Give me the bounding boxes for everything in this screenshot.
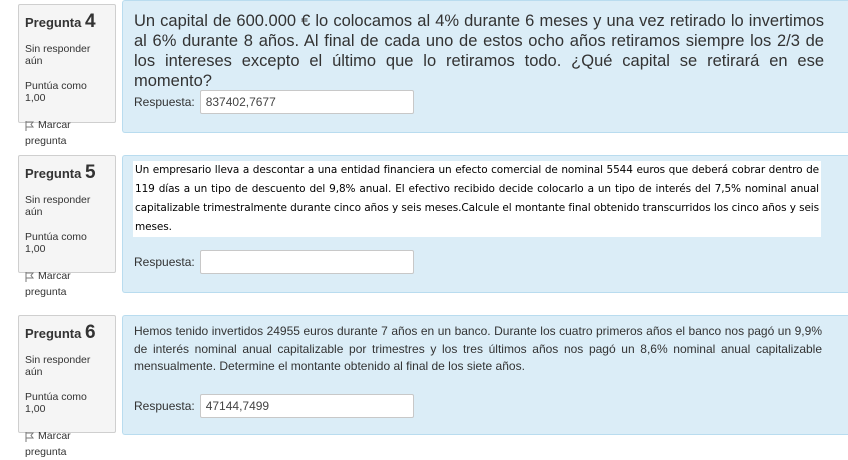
- flag-icon[interactable]: [25, 271, 35, 281]
- answer-label: Respuesta:: [134, 95, 195, 109]
- question-info: [18, 315, 116, 458]
- question-state: Sin responder aún: [25, 43, 91, 67]
- answer-label: Respuesta:: [134, 399, 195, 413]
- question-grade: Puntúa como 1,00: [25, 80, 87, 104]
- answer-input[interactable]: [200, 394, 414, 418]
- flag-question-toggle[interactable]: [25, 268, 109, 300]
- flag-icon[interactable]: [25, 120, 35, 130]
- question-number-value: 5: [84, 162, 96, 183]
- flag-label[interactable]: Marcar: [38, 270, 71, 282]
- answer-input[interactable]: [200, 90, 414, 114]
- answer-row: [134, 90, 414, 114]
- question-number: [25, 162, 109, 184]
- flag-label-2[interactable]: pregunta: [25, 135, 67, 147]
- flag-label[interactable]: Marcar: [38, 119, 71, 131]
- question-text: Un empresario lleva a descontar a una entidad financiera un efecto comercial de nominal 5544 euros que deberá cobrar dentro de 119 días a un tipo de descuento del 9,8% anual. El efectivo recibido decide colocarlo a un tipo de interés del 7,5% nominal anual capitalizable trimestralmente durante cinco años y seis meses.Calcule el montante final obtenido transcurridos los cinco años y seis meses.: [133, 161, 821, 237]
- answer-input[interactable]: [200, 250, 414, 274]
- flag-label[interactable]: Marcar: [38, 430, 71, 442]
- answer-row: [134, 394, 414, 418]
- question-grade: Puntúa como 1,00: [25, 231, 87, 255]
- question-state: Sin responder aún: [25, 354, 91, 378]
- answer-row: [134, 250, 414, 274]
- flag-question-toggle[interactable]: [25, 428, 109, 460]
- question-number-value: 6: [84, 322, 96, 343]
- question-info: [18, 155, 116, 298]
- question-content: [122, 0, 848, 133]
- question-text: Hemos tenido invertidos 24955 euros durante 7 años en un banco. Durante los cuatro primeros años el banco nos pagó un 9,9% de interés nominal anual capitalizable por trimestres y los tres últimos años nos pagó un 8,6% nominal anual capitalizable mensualmente. Determine el montante obtenido al final de los siete años.: [134, 324, 822, 373]
- question-content: [122, 315, 848, 435]
- flag-label-2[interactable]: pregunta: [25, 286, 67, 298]
- question-number: [25, 11, 109, 33]
- question-grade: Puntúa como 1,00: [25, 391, 87, 415]
- question-info: [18, 4, 116, 147]
- flag-question-toggle[interactable]: [25, 117, 109, 149]
- question-text: Un capital de 600.000 € lo colocamos al 4% durante 6 meses y una vez retirado lo invertimos al 6% durante 8 años. Al final de cada uno de estos ocho años retiramos siempre los 2/3 de los intereses excepto el último que lo retiramos todo. ¿Qué capital se retirará en ese momento?: [134, 12, 824, 90]
- question-state: Sin responder aún: [25, 194, 91, 218]
- question-label: Pregunta: [25, 326, 82, 341]
- question-number: [25, 322, 109, 344]
- flag-label-2[interactable]: pregunta: [25, 446, 67, 458]
- flag-icon[interactable]: [25, 431, 35, 441]
- question-number-value: 4: [84, 11, 96, 32]
- answer-label: Respuesta:: [134, 255, 195, 269]
- question-content: [122, 155, 848, 293]
- question-label: Pregunta: [25, 166, 82, 181]
- question-label: Pregunta: [25, 15, 82, 30]
